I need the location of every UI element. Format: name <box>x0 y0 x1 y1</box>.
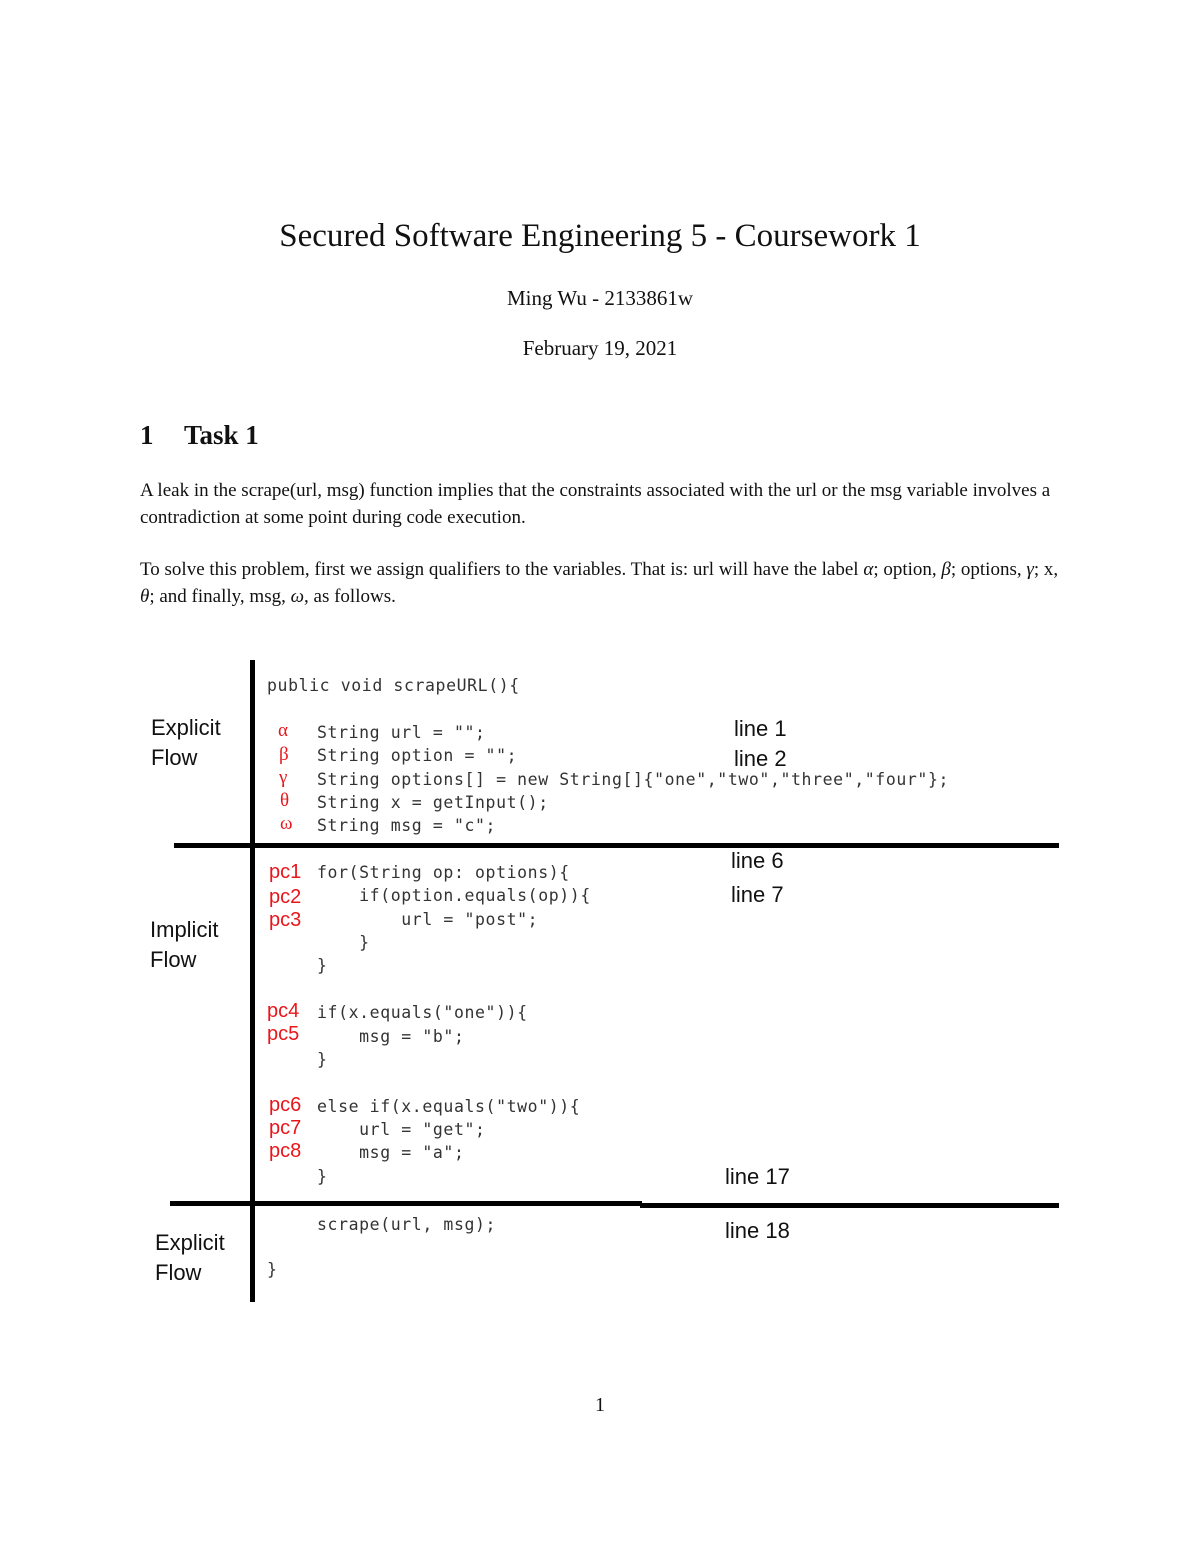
code-line: public void scrapeURL(){ <box>267 676 520 695</box>
qualifier-alpha: α <box>278 720 288 741</box>
code-line: } <box>317 933 370 952</box>
code-line: if(x.equals("one")){ <box>317 1003 528 1022</box>
line-annotation-17: line 17 <box>725 1164 790 1189</box>
line-annotation-6: line 6 <box>731 848 784 873</box>
figure-divider-bottom-right <box>640 1203 1059 1208</box>
code-line: scrape(url, msg); <box>317 1215 497 1234</box>
code-line: else if(x.equals("two")){ <box>317 1097 581 1116</box>
flow-label-implicit: Implicit Flow <box>150 917 219 972</box>
line-annotation-7: line 7 <box>731 882 784 907</box>
code-line: } <box>317 1050 328 1069</box>
code-line: if(option.equals(op)){ <box>317 886 591 905</box>
code-line: url = "get"; <box>317 1120 486 1139</box>
pc-label-7: pc7 <box>269 1117 302 1139</box>
qualifier-gamma: γ <box>279 767 288 788</box>
code-line: } <box>267 1260 278 1279</box>
code-line: msg = "b"; <box>317 1027 465 1046</box>
paragraph-leak-description: A leak in the scrape(url, msg) function implies that the constraints associated with the url or the msg variable involves a contradiction at some point during code execution. <box>140 480 1051 528</box>
line-annotation-18: line 18 <box>725 1218 790 1243</box>
page-number: 1 <box>595 1394 605 1416</box>
pc-label-8: pc8 <box>269 1140 302 1162</box>
document-title: Secured Software Engineering 5 - Coursework 1 <box>279 218 921 254</box>
paragraph-qualifiers: To solve this problem, first we assign qualifiers to the variables. That is: url will have the label α; option, β; options, γ; x, θ; and finally, msg, ω, as follows. <box>140 559 1059 607</box>
line-annotation-2: line 2 <box>734 746 787 771</box>
pc-label-3: pc3 <box>269 909 302 931</box>
pc-label-5: pc5 <box>267 1023 300 1045</box>
code-line: } <box>317 956 328 975</box>
author-line: Ming Wu - 2133861w <box>506 286 694 310</box>
code-line: } <box>317 1167 328 1186</box>
qualifier-beta: β <box>279 744 289 765</box>
flow-label-explicit-bottom: Explicit Flow <box>155 1230 225 1285</box>
figure-divider-bottom-left <box>170 1201 642 1206</box>
flow-label-explicit-top: Explicit Flow <box>151 715 221 770</box>
section-title: Task 1 <box>184 420 259 450</box>
qualifier-omega: ω <box>280 813 293 834</box>
date-line: February 19, 2021 <box>522 336 678 360</box>
code-line: String msg = "c"; <box>317 816 497 835</box>
code-line: String option = ""; <box>317 746 518 765</box>
pc-label-1: pc1 <box>269 861 302 883</box>
pc-label-2: pc2 <box>269 886 302 908</box>
code-line: String x = getInput(); <box>317 793 549 812</box>
code-line: url = "post"; <box>317 910 539 929</box>
figure-divider-top <box>174 843 1059 848</box>
code-line: String options[] = new String[]{"one","two","three","four"}; <box>317 770 950 789</box>
section-number: 1 <box>140 420 154 450</box>
code-line: msg = "a"; <box>317 1143 465 1162</box>
pc-label-6: pc6 <box>269 1094 302 1116</box>
line-annotation-1: line 1 <box>734 716 787 741</box>
code-line: for(String op: options){ <box>317 863 570 882</box>
code-line: String url = ""; <box>317 723 486 742</box>
qualifier-theta: θ <box>280 790 290 811</box>
pc-label-4: pc4 <box>267 1000 300 1022</box>
